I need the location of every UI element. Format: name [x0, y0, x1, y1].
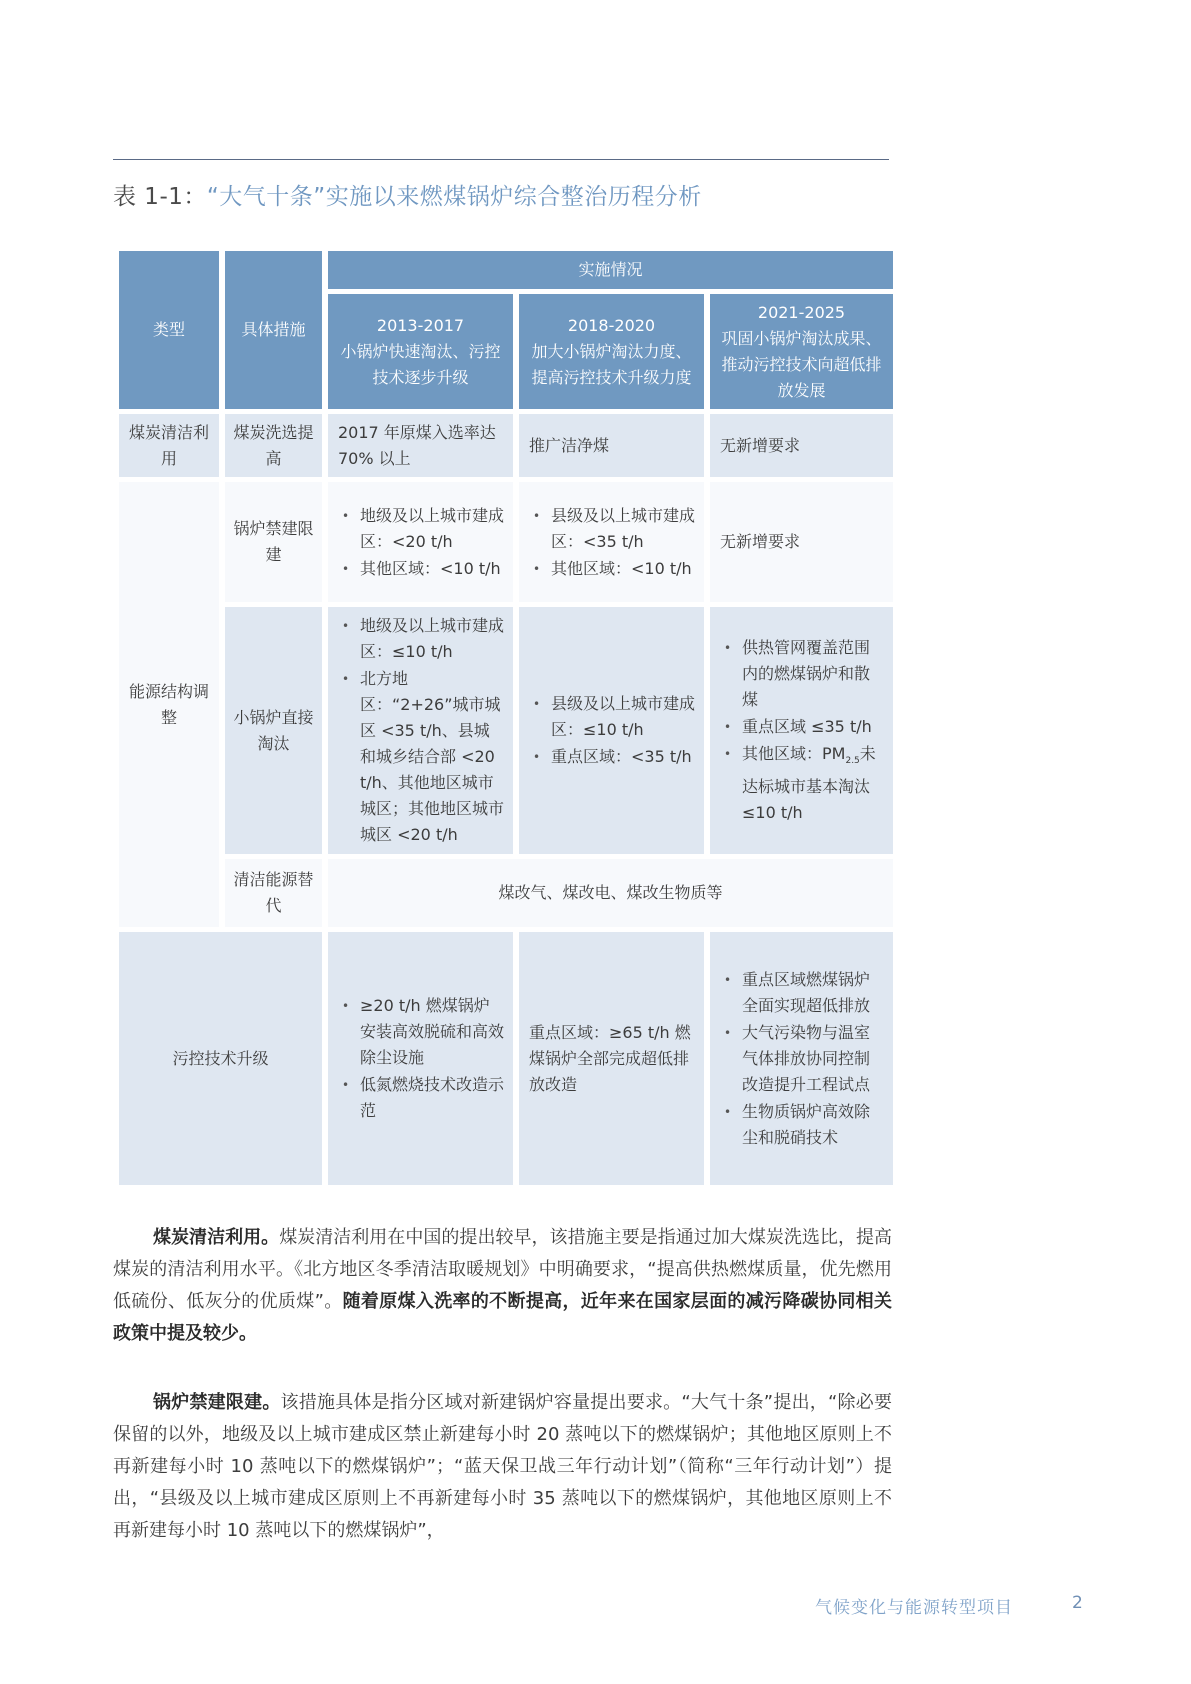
paragraph-lead: 锅炉禁建限建。	[153, 1392, 281, 1413]
coal-clean-2021: 无新增要求	[710, 414, 893, 477]
coal-clean-2018: 推广洁净煤	[519, 414, 704, 477]
boiler-ban-2013	[328, 482, 513, 602]
bullet-item: • 地级及以上城市建成区：<20 t/h	[338, 503, 505, 555]
page-number: 2	[1072, 1593, 1083, 1613]
bullet-item: • 县级及以上城市建成区：≤10 t/h	[529, 691, 696, 743]
period-desc: 巩固小锅炉淘汰成果、推动污控技术向超低排放发展	[721, 328, 882, 400]
paragraph-text: 该措施具体是指分区域对新建锅炉容量提出要求。“大气十条”提出，“除必要保留的以外，地级及以上城市建成区禁止新建每小时 20 蒸吨以下的燃煤锅炉；其他地区原则上不再新建每小时 10 蒸吨以下的燃煤锅炉”；“蓝天保卫战三年行动计划”（简称“三年行动计划”）提出，“县级及以上城市建成区原则上不再新建每小时 35 蒸吨以下的燃煤锅炉，其他地区原则上不再新建每小时 10 蒸吨以下的燃煤锅炉”，	[113, 1392, 892, 1541]
bullet-item: • ≥20 t/h 燃煤锅炉安装高效脱硫和高效除尘设施	[338, 993, 505, 1071]
boiler-ban-2021: 无新增要求	[710, 482, 893, 602]
bullet-item: • 地级及以上城市建成区：≤10 t/h	[338, 613, 505, 665]
caption-label: 表 1-1：	[113, 184, 207, 210]
paragraph-emphasis: 随着原煤入洗率的不断提高，近年来在国家层面的减污降碳协同相关政策中提及较少。	[113, 1291, 892, 1344]
boiler-governance-table	[119, 251, 890, 1185]
bullet-item: • 重点区域：<35 t/h	[529, 744, 696, 770]
bullet-item: • 其他区域：<10 t/h	[338, 556, 505, 582]
paragraph-coal-clean	[113, 1222, 892, 1350]
bullet-item: • 县级及以上城市建成区：<35 t/h	[529, 503, 696, 555]
bullet-item: • 其他区域：$PM_{2.5}$未达标城市基本淘汰 ≤10 t/h	[720, 741, 885, 826]
small-boiler-2018	[519, 607, 704, 854]
header-type: 类型	[119, 251, 219, 409]
type-pollution-control: 污控技术升级	[119, 932, 322, 1185]
pollution-2018: 重点区域：≥65 t/h 燃煤锅炉全部完成超低排放改造	[519, 932, 704, 1185]
small-boiler-2021	[710, 607, 893, 854]
type-coal-clean: 煤炭清洁利用	[119, 414, 219, 477]
top-divider	[113, 159, 889, 160]
period-years: 2018-2020	[567, 315, 656, 335]
pollution-2021	[710, 932, 893, 1185]
measure-boiler-ban: 锅炉禁建限建	[225, 482, 322, 602]
type-energy-structure: 能源结构调整	[119, 482, 219, 927]
bullet-item: • 低氮燃烧技术改造示范	[338, 1072, 505, 1124]
period-desc: 加大小锅炉淘汰力度、提高污控技术升级力度	[531, 341, 692, 387]
paragraph-text: 煤炭清洁利用在中国的提出较早，该措施主要是指通过加大煤炭洗选比，提高煤炭的清洁利用水平。《北方地区冬季清洁取暖规划》中明确要求，“提高供热燃煤质量，优先燃用低硫份、低灰分的优质煤”。	[113, 1227, 893, 1312]
paragraph-boiler-ban	[113, 1387, 892, 1547]
footer-project-title: 气候变化与能源转型项目	[815, 1598, 1013, 1618]
header-period-2021	[710, 294, 893, 409]
measure-coal-washing: 煤炭洗选提高	[225, 414, 322, 477]
period-desc: 小锅炉快速淘汰、污控技术逐步升级	[340, 341, 501, 387]
bullet-item: • 重点区域燃煤锅炉全面实现超低排放	[720, 967, 885, 1019]
measure-small-boiler: 小锅炉直接淘汰	[225, 607, 322, 854]
bullet-item: • 重点区域 ≤35 t/h	[720, 714, 885, 740]
coal-clean-2013: 2017 年原煤入选率达 70% 以上	[328, 414, 513, 477]
paragraph-lead: 煤炭清洁利用。	[153, 1227, 280, 1248]
bullet-item: • 大气污染物与温室气体排放协同控制改造提升工程试点	[720, 1020, 885, 1098]
pollution-2013	[328, 932, 513, 1185]
clean-energy-all-periods: 煤改气、煤改电、煤改生物质等	[328, 859, 893, 927]
caption-title: “大气十条”实施以来燃煤锅炉综合整治历程分析	[206, 184, 702, 210]
header-period-2013	[328, 294, 513, 409]
header-measure: 具体措施	[225, 251, 322, 409]
measure-clean-energy: 清洁能源替代	[225, 859, 322, 927]
bullet-item: • 北方地区：“2+26”城市城区 <35 t/h、县城和城乡结合部 <20 t/h、其他地区城市城区；其他地区城市城区 <20 t/h	[338, 666, 505, 848]
small-boiler-2013	[328, 607, 513, 854]
boiler-ban-2018	[519, 482, 704, 602]
table-caption	[113, 178, 702, 211]
bullet-item: • 供热管网覆盖范围内的燃煤锅炉和散煤	[720, 635, 885, 713]
bullet-item: • 生物质锅炉高效除尘和脱硝技术	[720, 1099, 885, 1151]
header-implementation: 实施情况	[328, 251, 893, 289]
header-period-2018	[519, 294, 704, 409]
period-years: 2021-2025	[757, 302, 846, 322]
bullet-item: • 其他区域：<10 t/h	[529, 556, 696, 582]
period-years: 2013-2017	[376, 315, 465, 335]
